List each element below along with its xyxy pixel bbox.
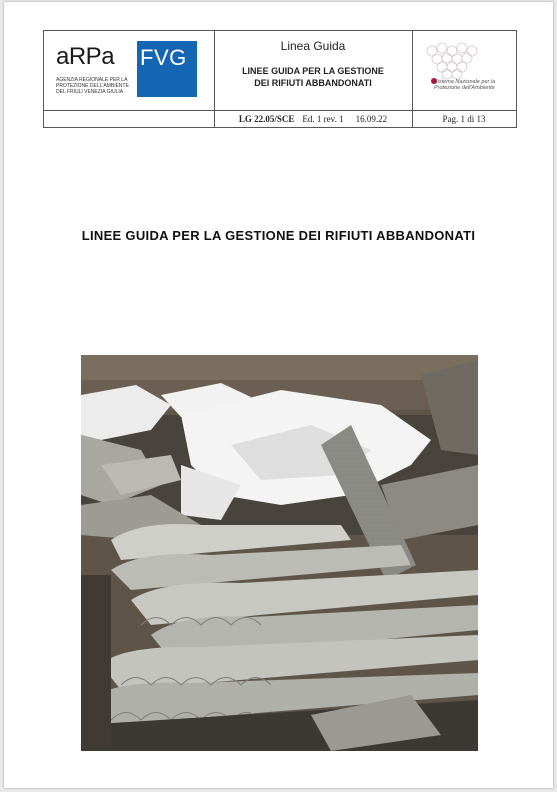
main-title: LINEE GUIDA PER LA GESTIONE DEI RIFIUTI ABBANDONATI: [81, 228, 476, 243]
snpa-text: Sistema Nazionale per la Protezione dell'Ambiente: [434, 79, 496, 91]
doc-title: [214, 65, 412, 89]
arpa-fvg-logo: [44, 31, 214, 110]
header-title-cell: [214, 31, 412, 110]
snpa-logo: [412, 31, 516, 110]
document-page: [4, 2, 553, 788]
doc-date: 16.09.22: [355, 114, 388, 124]
logo-subtext: AGENZIA REGIONALE PER LA PROTEZIONE DELL'AMBIENTE DEL FRIULI VENEZIA GIULIA: [56, 77, 129, 95]
doc-code: LG 22.05/SCE: [238, 114, 295, 124]
doc-type: Linea Guida: [280, 39, 346, 53]
snpa-hexagon-icon: [412, 31, 516, 110]
doc-title-line1: LINEE GUIDA PER LA GESTIONE: [242, 66, 384, 76]
doc-edition: Ed. 1 rev. 1: [302, 114, 344, 124]
doc-code-cell: [214, 111, 412, 128]
doc-title-line2: DEI RIFIUTI ABBANDONATI: [254, 78, 372, 88]
logo-arpa-text: aRPa: [56, 43, 115, 70]
asbestos-waste-photo: [81, 355, 478, 751]
header-table: [43, 30, 517, 128]
page-number: Pag. 1 di 13: [442, 114, 486, 124]
logo-fvg-text: FVG: [140, 45, 187, 70]
